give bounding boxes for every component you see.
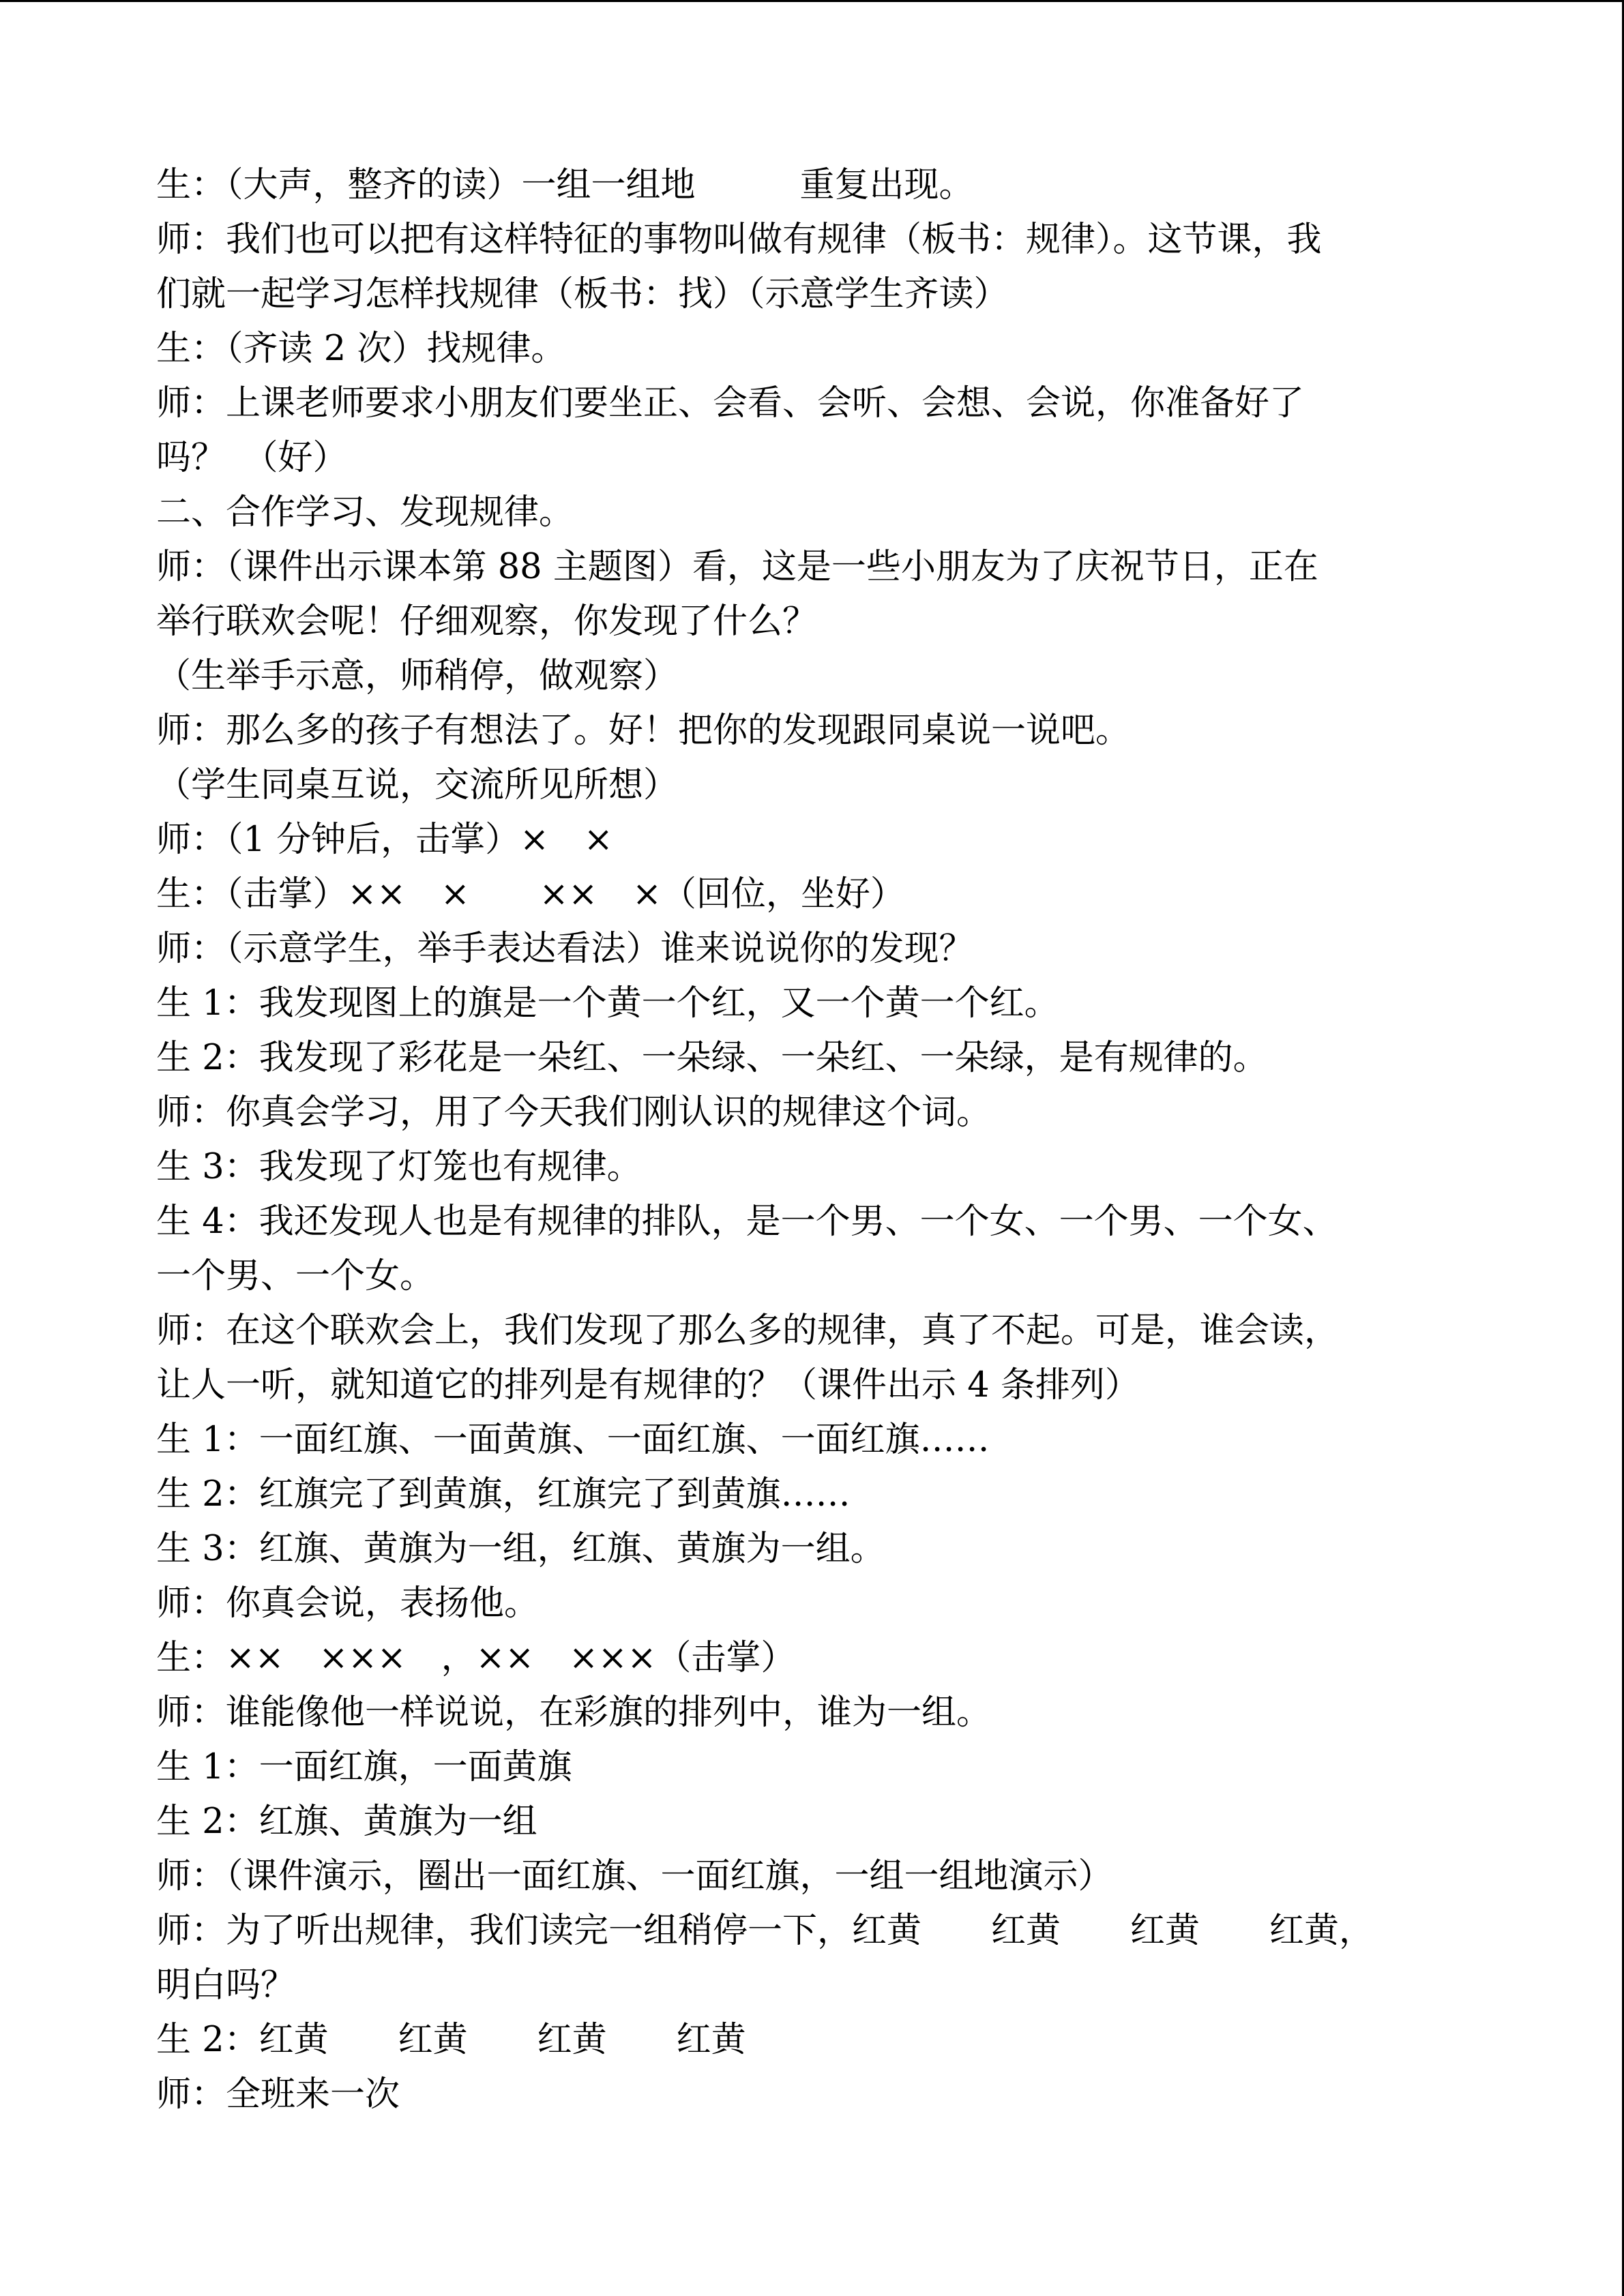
transcript-line: 生 3：我发现了灯笼也有规律。 bbox=[156, 1147, 642, 1187]
transcript-line: 师：全班来一次 bbox=[156, 2074, 400, 2115]
transcript-line: 生：（齐读 2 次）找规律。 bbox=[156, 329, 566, 369]
transcript-line: 师：谁能像他一样说说，在彩旗的排列中，谁为一组。 bbox=[156, 1693, 992, 1733]
transcript-line: 明白吗？ bbox=[156, 1965, 296, 2006]
transcript-line: 生：×× ××× ，×× ×××（击掌） bbox=[156, 1638, 796, 1678]
transcript-line: 生 4：我还发现人也是有规律的排队，是一个男、一个女、一个男、一个女、 bbox=[156, 1202, 1338, 1242]
transcript-line: 吗？ （好） bbox=[156, 438, 348, 478]
transcript-line: 生 1：一面红旗，一面黄旗 bbox=[156, 1747, 572, 1787]
transcript-line: 生 2：我发现了彩花是一朵红、一朵绿、一朵红、一朵绿，是有规律的。 bbox=[156, 1038, 1268, 1078]
transcript-line: 举行联欢会呢！仔细观察，你发现了什么？ bbox=[156, 601, 818, 642]
transcript-line: 生 1：一面红旗、一面黄旗、一面红旗、一面红旗…… bbox=[156, 1420, 990, 1460]
page-border-top bbox=[0, 0, 1624, 2]
transcript-line: 生 1：我发现图上的旗是一个黄一个红，又一个黄一个红。 bbox=[156, 983, 1059, 1024]
transcript-line: 师：你真会学习，用了今天我们刚认识的规律这个词。 bbox=[156, 1092, 992, 1133]
transcript-line: 让人一听，就知道它的排列是有规律的？（课件出示 4 条排列） bbox=[156, 1365, 1140, 1405]
transcript-line: 一个男、一个女。 bbox=[156, 1256, 435, 1296]
transcript-line: 师：（课件演示，圈出一面红旗、一面红旗，一组一组地演示） bbox=[156, 1856, 1113, 1896]
transcript-line: 师：（示意学生，举手表达看法）谁来说说你的发现？ bbox=[156, 929, 974, 969]
lesson-transcript bbox=[156, 158, 1493, 2122]
transcript-line: 生：（击掌）×× × ×× ×（回位，坐好） bbox=[156, 874, 905, 914]
transcript-line: 师：在这个联欢会上，我们发现了那么多的规律，真了不起。可是，谁会读， bbox=[156, 1311, 1340, 1351]
transcript-line: （生举手示意，师稍停，做观察） bbox=[156, 656, 679, 696]
transcript-line: 生：（大声，整齐的读）一组一组地 重复出现。 bbox=[156, 165, 974, 205]
transcript-line: 师：为了听出规律，我们读完一组稍停一下，红黄 红黄 红黄 红黄， bbox=[156, 1911, 1374, 1951]
transcript-line: 生 3：红旗、黄旗为一组，红旗、黄旗为一组。 bbox=[156, 1529, 885, 1569]
transcript-line: 师：你真会说，表扬他。 bbox=[156, 1583, 540, 1624]
transcript-line: 师：那么多的孩子有想法了。好！把你的发现跟同桌说一说吧。 bbox=[156, 711, 1131, 751]
transcript-line: 师：我们也可以把有这样特征的事物叫做有规律（板书：规律）。这节课，我 bbox=[156, 220, 1322, 260]
transcript-line: 们就一起学习怎样找规律（板书：找）（示意学生齐读） bbox=[156, 274, 1009, 314]
transcript-line: 生 2：红旗完了到黄旗，红旗完了到黄旗…… bbox=[156, 1474, 851, 1515]
transcript-line: 二、合作学习、发现规律。 bbox=[156, 492, 574, 533]
transcript-line: 师：（课件出示课本第 88 主题图）看，这是一些小朋友为了庆祝节日，正在 bbox=[156, 547, 1318, 587]
transcript-line: 生 2：红旗、黄旗为一组 bbox=[156, 1802, 537, 1842]
transcript-line: （学生同桌互说，交流所见所想） bbox=[156, 765, 679, 805]
transcript-line: 师：上课老师要求小朋友们要坐正、会看、会听、会想、会说，你准备好了 bbox=[156, 383, 1305, 423]
transcript-line: 生 2：红黄 红黄 红黄 红黄 bbox=[156, 2020, 746, 2060]
transcript-line: 师：（1 分钟后，击掌）× × bbox=[156, 820, 613, 860]
